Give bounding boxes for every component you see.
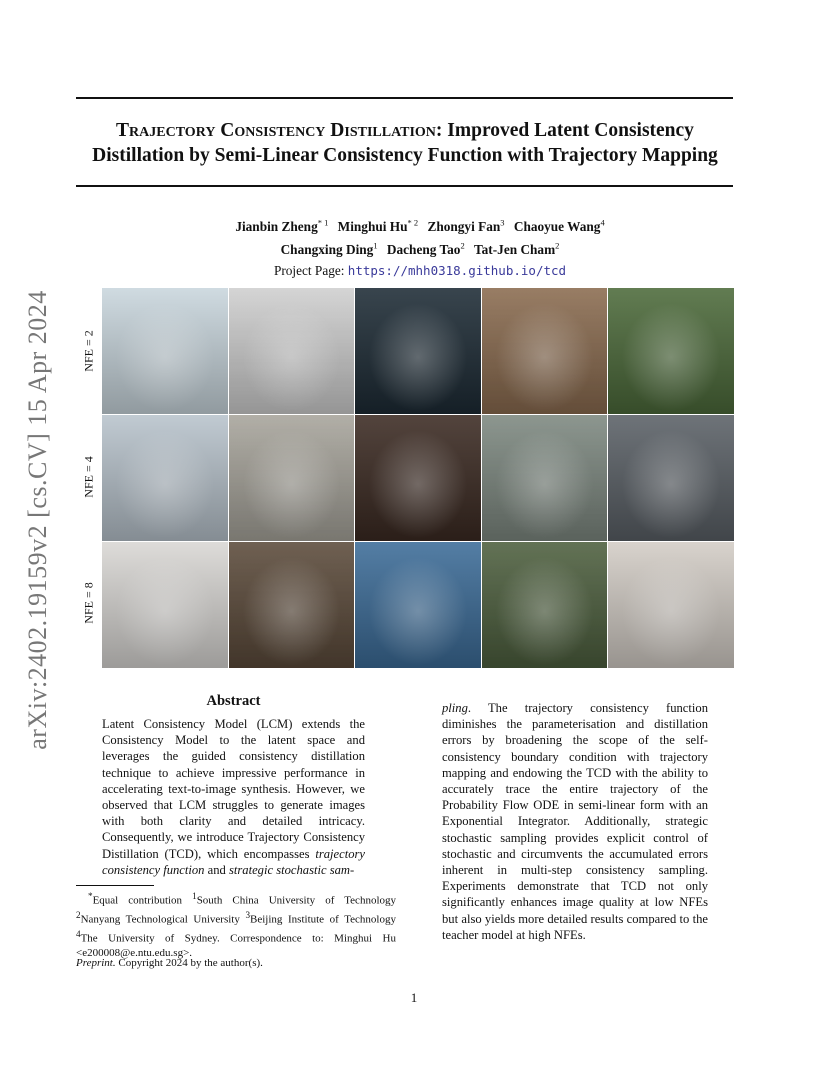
page-number: 1 [410,990,418,1005]
footnote-email[interactable]: <e200008@e.ntu.edu.sg>. [76,947,193,960]
row-label-nfe-2: NFE = 2 [81,330,96,372]
abstract-right-column [442,700,708,943]
figure-image [102,415,228,541]
preprint-copyright: Copyright 2024 by the author(s). [118,957,263,969]
abstract-left-column: Latent Consistency Model (LCM) extends the Consistency Model to the latent space and leverages the guided consistency distillation technique to achieve impressive performance in accelerating text-to-image synthesis. However, we observed that LCM struggles to generate images with both clarity and detailed intricacy. Consequently, we introduce Trajectory Consistency Distillation (TCD), which encompasses trajectory consistency function and strategic stochastic sam- [102,717,365,877]
figure-image [102,288,228,414]
abstract-emph-function: trajectory consistency function [102,846,365,877]
abstract-heading: Abstract [206,693,261,709]
footnote-correspondence: Correspondence to: Minghui Hu [230,932,396,945]
figure-image [102,542,228,668]
figure-image [608,415,734,541]
figure-image [482,415,608,541]
figure-image [355,288,481,414]
title-smallcaps: Trajectory Consistency Distillation [116,120,436,141]
figure-image [482,288,608,414]
figure-image [229,542,355,668]
abstract-emph-sampling: strategic stochastic sam- [228,862,355,877]
row-label-nfe-4: NFE = 4 [81,456,96,498]
footnote-aff1: South China University of Technology [196,894,396,907]
figure-image [608,288,734,414]
project-page-link[interactable]: https://mhh0318.github.io/tcd [347,263,567,278]
figure-image [355,542,481,668]
footnote: *Equal contribution $^1$South China University of Technology $^2$Nanyang Technological University $^3$Beijing Institute of Technology $^4$The University of Sydney. Correspondence to: Minghui Hu <e200008@e.ntu.edu.sg>. [76,891,396,960]
title-line2: Distillation by Semi-Linear Consistency Function with Trajectory Mapping [92,145,718,166]
author: Zhongyi Fan$^3$ [427,218,505,235]
footnote-aff3: Beijing Institute of Technology [250,913,396,926]
figure-image [608,542,734,668]
author: Changxing Ding$^1$ [280,240,378,257]
footnote-aff2: Nanyang Technological University [80,913,240,926]
figure-image [482,542,608,668]
author: Tat-Jen Cham$^2$ [474,240,560,257]
figure-image [229,288,355,414]
author: Jianbin Zheng$^{* 1}$ [235,218,329,235]
abstract-text-left: Latent Consistency Model (LCM) extends the Consistency Model to the latent space and leverages the guided consistency distillation technique to achieve impressive performance in accelerating text-to-image synthesis. However, we observed that LCM struggles to generate images with both clarity and detailed intricacy. Consequently, we introduce Trajectory Consistency Distillation (TCD), which encompasses [102,717,365,861]
footnote-equal: Equal contribution [92,894,183,907]
author: Chaoyue Wang$^4$ [513,218,605,235]
title-bottom-rule [76,185,733,187]
abstract-text-right: . The trajectory consistency function diminishes the parameterisation and distillation errors by broadening the scope of the self-consistency boundary condition with trajectory mapping and endowing the TCD with the ability to accurately trace the entire trajectory of the Probability Flow ODE in semi-linear form with an Exponential Integrator. Additionally, strategic stochastic sampling provides explicit control of stochastic and circumvents the accumulated errors inherent in multi-step consistency sampling. Experiments demonstrate that TCD not only significantly enhances image quality at low NFEs but also yields more detailed results compared to the teacher model at high NFEs. [442,701,708,942]
preprint-notice [76,957,263,969]
author-list [150,214,690,259]
arxiv-stamp: arXiv:2402.19159v2 [cs.CV] 15 Apr 2024 [23,290,52,750]
footnote-rule [76,885,154,886]
project-page-line [150,263,690,279]
preprint-label: Preprint. [76,957,116,969]
figure-image [355,415,481,541]
figure-image-grid [102,288,734,668]
footnote-aff4: The University of Sydney. [80,932,220,945]
row-label-nfe-8: NFE = 8 [81,582,96,624]
author: Dacheng Tao$^2$ [386,240,465,257]
title-top-rule [76,97,733,99]
paper-title [60,118,750,168]
author: Minghui Hu$^{* 2}$ [337,218,419,235]
figure-image [229,415,355,541]
title-line1-rest: : Improved Latent Consistency [435,120,694,141]
project-page-label: Project Page: [273,263,348,278]
abstract-emph-pling: pling [442,701,468,715]
